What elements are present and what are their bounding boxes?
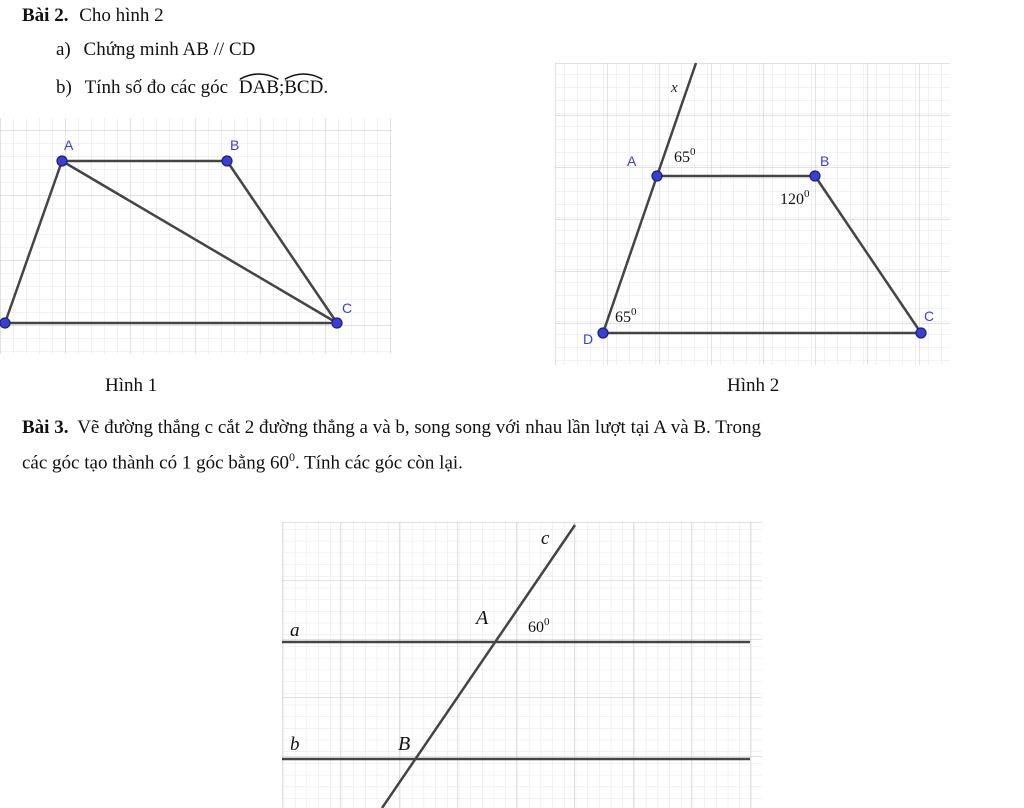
figure-1-caption: Hình 1 xyxy=(105,375,158,396)
angle-dab-text: DAB xyxy=(238,77,279,98)
angle-end: . xyxy=(323,77,329,98)
part-b-text: Tính số đo các góc xyxy=(84,77,229,98)
label-c-2: C xyxy=(924,308,935,324)
label-a-2: A xyxy=(627,153,637,169)
label-b: B xyxy=(230,137,240,153)
problem2-heading: Bài 2. xyxy=(22,5,69,26)
angle-d-value: $65^0$ xyxy=(615,306,637,326)
label-a: A xyxy=(64,137,74,153)
problem3-text-1: Vẽ đường thẳng c cắt 2 đường thẳng a và b, song song với nhau lần lượt tại A và B. Trong xyxy=(77,417,761,438)
label-b-line: b xyxy=(290,734,300,755)
problem3-heading: Bài 3. xyxy=(22,417,69,438)
label-b-2: B xyxy=(820,153,830,169)
figure-3-grid xyxy=(282,522,762,808)
problem3-angle: 60 xyxy=(269,452,289,474)
label-point-a: A xyxy=(476,607,489,629)
problem3-degree: 0 xyxy=(288,450,295,464)
label-c: C xyxy=(342,300,353,316)
angle-60-value: $60^0$ xyxy=(528,616,550,636)
label-point-b: B xyxy=(398,733,411,755)
label-x: x xyxy=(671,80,678,96)
part-a-text: Chứng minh AB // CD xyxy=(83,39,256,60)
part-b-label: b) xyxy=(56,77,72,98)
figure-2-caption: Hình 2 xyxy=(727,375,780,396)
label-d-2: D xyxy=(583,331,594,347)
angle-a-value: $65^0$ xyxy=(674,146,696,166)
part-a-label: a) xyxy=(56,39,71,60)
label-c-line: c xyxy=(541,528,550,549)
angle-separator: ; xyxy=(278,77,285,98)
angle-b-value: $120^0$ xyxy=(780,188,810,208)
problem3-text-2b: . Tính các góc còn lại. xyxy=(294,452,463,474)
label-a-line: a xyxy=(290,620,300,641)
problem2-title: Cho hình 2 xyxy=(79,5,164,26)
problem3-text-2a: các góc tạo thành có 1 góc bằng xyxy=(22,452,270,474)
angle-bcd-text: BCD xyxy=(284,77,324,98)
